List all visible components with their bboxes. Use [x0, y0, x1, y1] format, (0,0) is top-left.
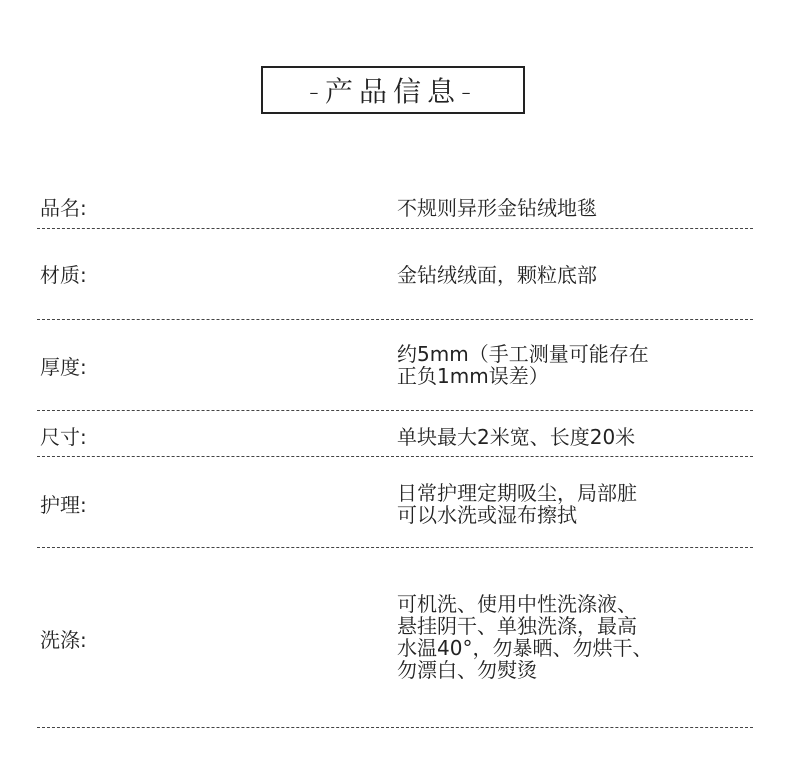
section-title: -产品信息-	[261, 66, 525, 114]
row-value-thickness: 约5mm（手工测量可能存在 正负1mm误差）	[397, 342, 649, 388]
row-value-care: 日常护理定期吸尘，局部脏 可以水洗或湿布擦拭	[397, 481, 637, 527]
row-label-material: 材质:	[40, 263, 87, 287]
row-label-washing: 洗涤:	[40, 628, 87, 652]
row-label-care: 护理:	[40, 493, 87, 517]
row-divider	[37, 228, 753, 229]
row-divider	[37, 456, 753, 457]
row-value-name: 不规则异形金钻绒地毯	[397, 196, 597, 220]
row-divider	[37, 547, 753, 548]
row-divider	[37, 319, 753, 320]
row-divider	[37, 410, 753, 411]
row-value-material: 金钻绒绒面，颗粒底部	[397, 263, 597, 287]
row-label-thickness: 厚度:	[40, 355, 87, 379]
row-label-size: 尺寸:	[40, 425, 87, 449]
row-divider	[37, 727, 753, 728]
row-value-size: 单块最大2米宽、长度20米	[397, 425, 636, 449]
row-label-name: 品名:	[40, 196, 87, 220]
row-value-washing: 可机洗、使用中性洗涤液、 悬挂阴干、单独洗涤，最高 水温40°，勿暴晒、勿烘干、 勿漂白、勿熨烫	[397, 592, 653, 682]
